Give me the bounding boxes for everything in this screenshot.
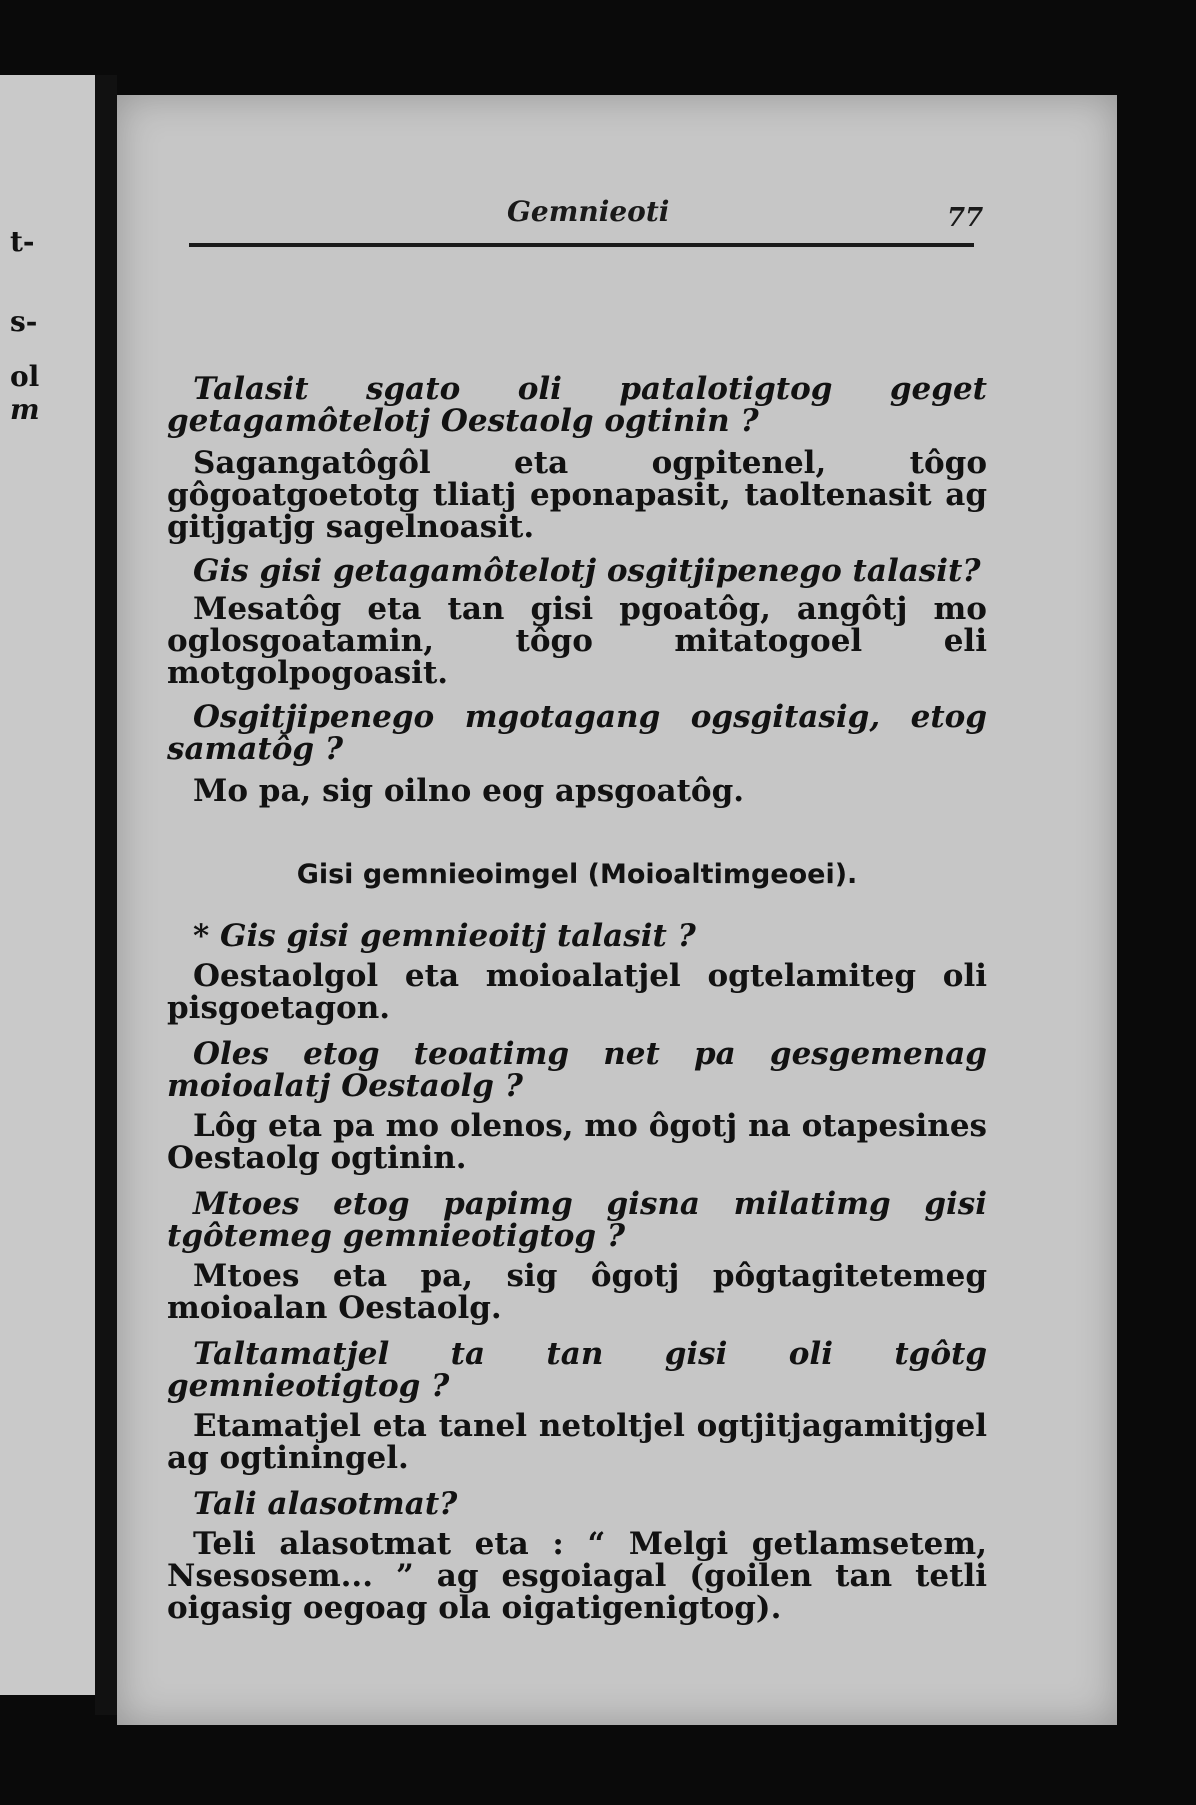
- question: Taltamatjel ta tan gisi oli tgôtg gemnieotigtog ?: [167, 1336, 987, 1404]
- question: Oles etog teoatimg net pa gesgemenag moioalatj Oestaolg ?: [167, 1036, 987, 1104]
- header-rule: [189, 243, 974, 247]
- section-heading: Gisi gemnieoimgel (Moioaltimgeoei).: [296, 859, 858, 890]
- answer: Oestaolgol eta moioalatjel ogtelamiteg oli pisgoetagon.: [167, 958, 987, 1026]
- left-fragment: s-: [10, 305, 38, 338]
- left-page-edge: [0, 75, 95, 1695]
- left-fragment: m: [10, 393, 40, 426]
- answer: Mesatôg eta tan gisi pgoatôg, angôtj mo oglosgoatamin, tôgo mitatogoel eli motgolpogoasit.: [167, 591, 987, 691]
- running-header: [117, 195, 1117, 235]
- question: Tali alasotmat?: [193, 1486, 458, 1522]
- answer: Teli alasotmat eta : “ Melgi getlamsetem, Nsesosem... ” ag esgoiagal (goilen tan tetli oigasig oegoag ola oigatigenigtog).: [167, 1526, 987, 1626]
- answer: Lôg eta pa mo olenos, mo ôgotj na otapesines Oestaolg ogtinin.: [167, 1108, 987, 1176]
- answer: Mtoes eta pa, sig ôgotj pôgtagitetemeg moioalan Oestaolg.: [167, 1258, 987, 1326]
- page-content: [167, 255, 987, 1624]
- page-number: 77: [947, 203, 984, 233]
- answer: Etamatjel eta tanel netoltjel ogtjitjagamitjgel ag ogtiningel.: [167, 1408, 987, 1476]
- question: Mtoes etog papimg gisna milatimg gisi tgôtemeg gemnieotigtog ?: [167, 1186, 987, 1254]
- left-fragment: ol: [10, 360, 40, 393]
- answer: Mo pa, sig oilno eog apsgoatôg.: [193, 773, 745, 809]
- answer: Sagangatôgôl eta ogpitenel, tôgo gôgoatgoetotg tliatj eponapasit, taoltenasit ag gitjgatjg sagelnoasit.: [167, 445, 987, 545]
- left-fragment: t-: [10, 225, 35, 258]
- book-spine: [95, 75, 117, 1715]
- question: Talasit sgato oli patalotigtog geget getagamôtelotj Oestaolg ogtinin ?: [167, 371, 987, 439]
- question: Gis gisi getagamôtelotj osgitjipenego talasit?: [193, 553, 981, 589]
- book-page: [117, 95, 1117, 1725]
- question: * Gis gisi gemnieoitj talasit ?: [193, 918, 696, 954]
- running-title: Gemnieoti: [507, 195, 670, 228]
- question: Osgitjipenego mgotagang ogsgitasig, etog samatôg ?: [167, 699, 987, 767]
